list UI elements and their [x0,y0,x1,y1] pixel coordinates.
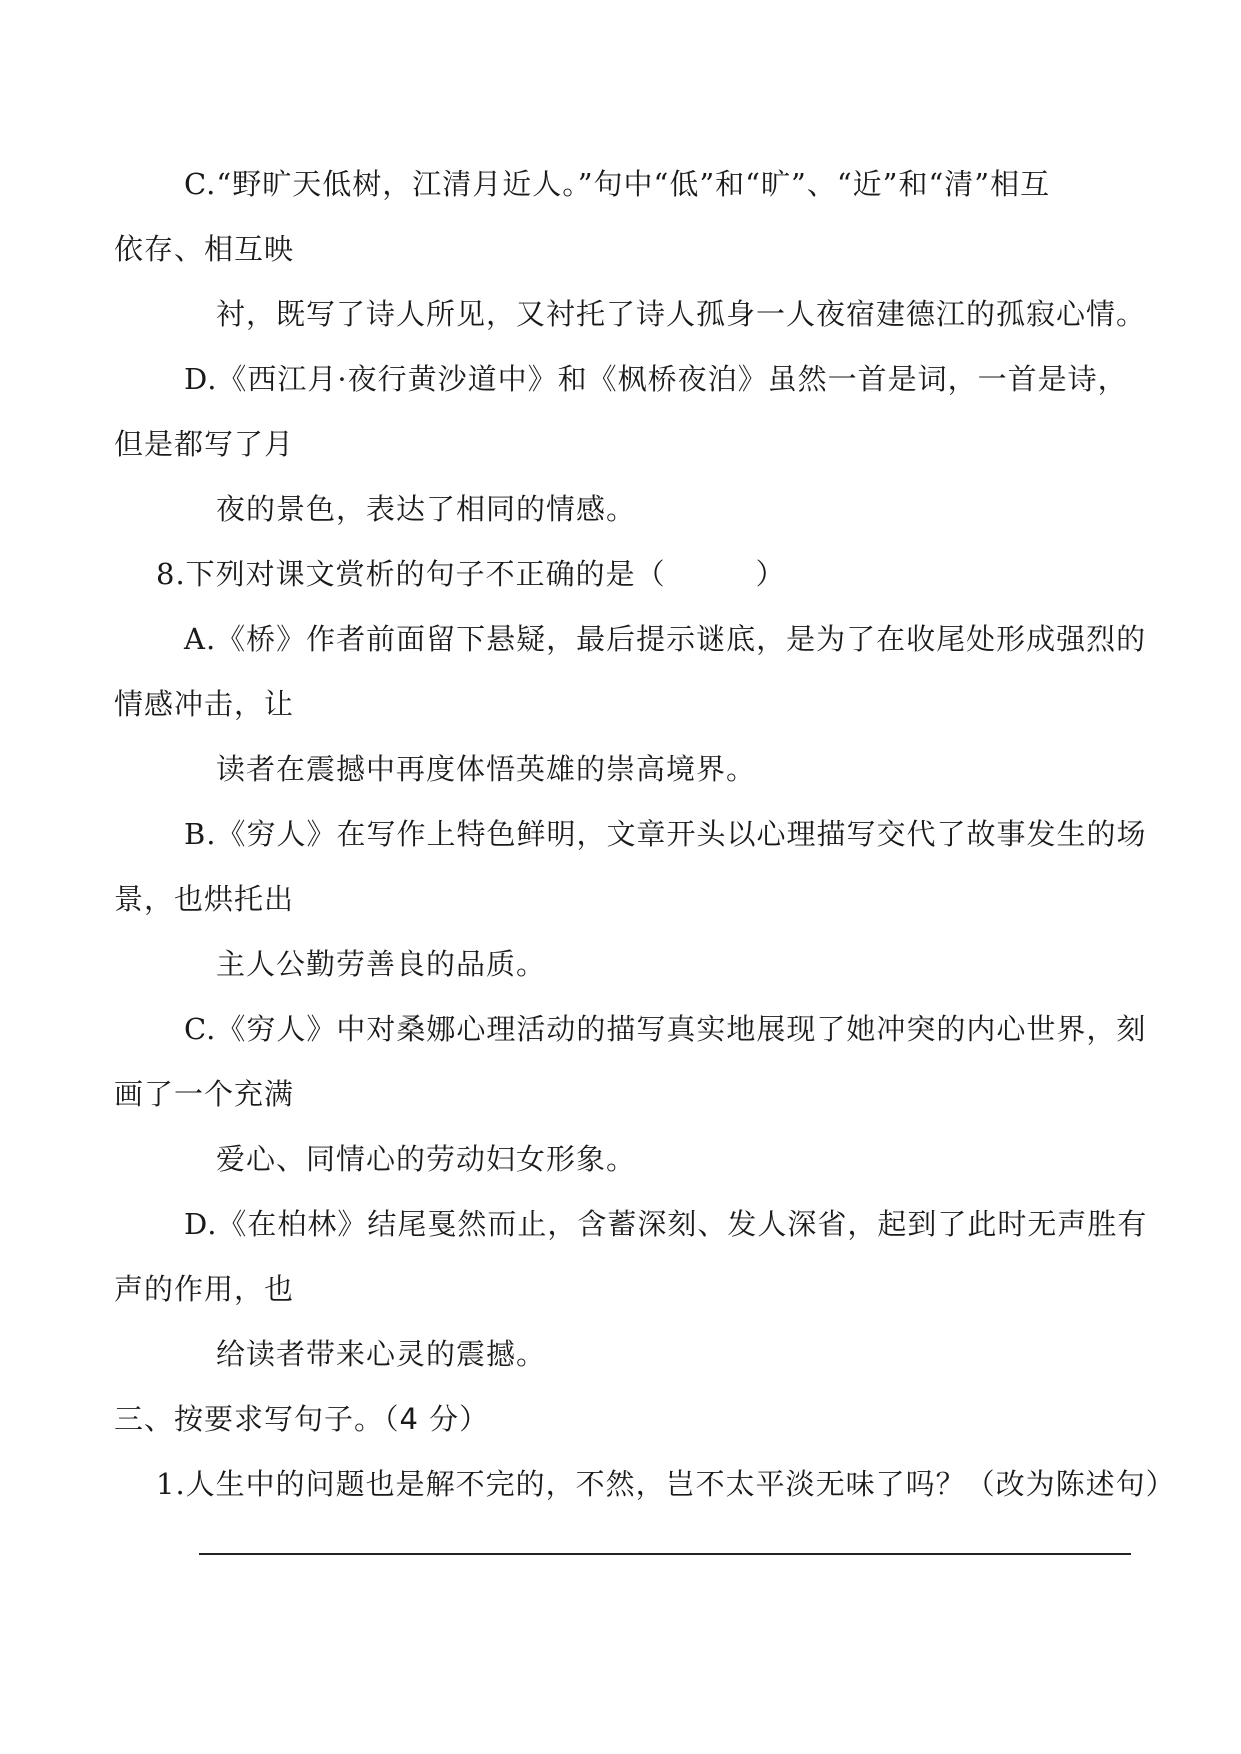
q8-option-a-line3: 读者在震撼中再度体悟英雄的崇高境界。 [216,752,757,786]
q8-option-b-line2: 景，也烘托出 [114,882,295,916]
q7-option-c-line3: 衬，既写了诗人所见，又衬托了诗人孤身一人夜宿建德江的孤寂心情。 [216,297,1147,331]
q7-option-c-line1: C.“野旷天低树，江清月近人。”句中“低”和“旷”、“近”和“清”相互 [184,167,1051,201]
q8-option-b-line1: B.《穷人》在写作上特色鲜明，文章开头以心理描写交代了故事发生的场 [184,817,1147,851]
q8-option-c-line1: C.《穷人》中对桑娜心理活动的描写真实地展现了她冲突的内心世界，刻 [184,1012,1147,1046]
q8-option-d-line3: 给读者带来心灵的震撼。 [216,1337,547,1371]
q8-option-a-line2: 情感冲击，让 [114,687,295,721]
q8-option-d-line2: 声的作用，也 [114,1272,295,1306]
q8-option-b-line3: 主人公勤劳善良的品质。 [216,947,547,981]
q7-option-d-line2: 但是都写了月 [114,427,295,461]
section-3-heading: 三、按要求写句子。（4 分） [114,1402,490,1436]
q8-option-c-line2: 画了一个充满 [114,1077,295,1111]
answer-blank-line[interactable] [199,1553,1131,1555]
section-3-question-1: 1.人生中的问题也是解不完的，不然，岂不太平淡无味了吗？（改为陈述句） [156,1467,1176,1501]
q8-option-c-line3: 爱心、同情心的劳动妇女形象。 [216,1142,637,1176]
q8-stem: 8.下列对课文赏析的句子不正确的是（ ） [156,557,786,591]
q7-option-c-line2: 依存、相互映 [114,232,295,266]
q8-option-a-line1: A.《桥》作者前面留下悬疑，最后提示谜底，是为了在收尾处形成强烈的 [184,622,1147,656]
q8-option-d-line1: D.《在柏林》结尾戛然而止，含蓄深刻、发人深省，起到了此时无声胜有 [184,1207,1148,1241]
q7-option-d-line3: 夜的景色，表达了相同的情感。 [216,492,637,526]
q7-option-d-line1: D.《西江月·夜行黄沙道中》和《枫桥夜泊》虽然一首是词，一首是诗， [184,362,1128,396]
